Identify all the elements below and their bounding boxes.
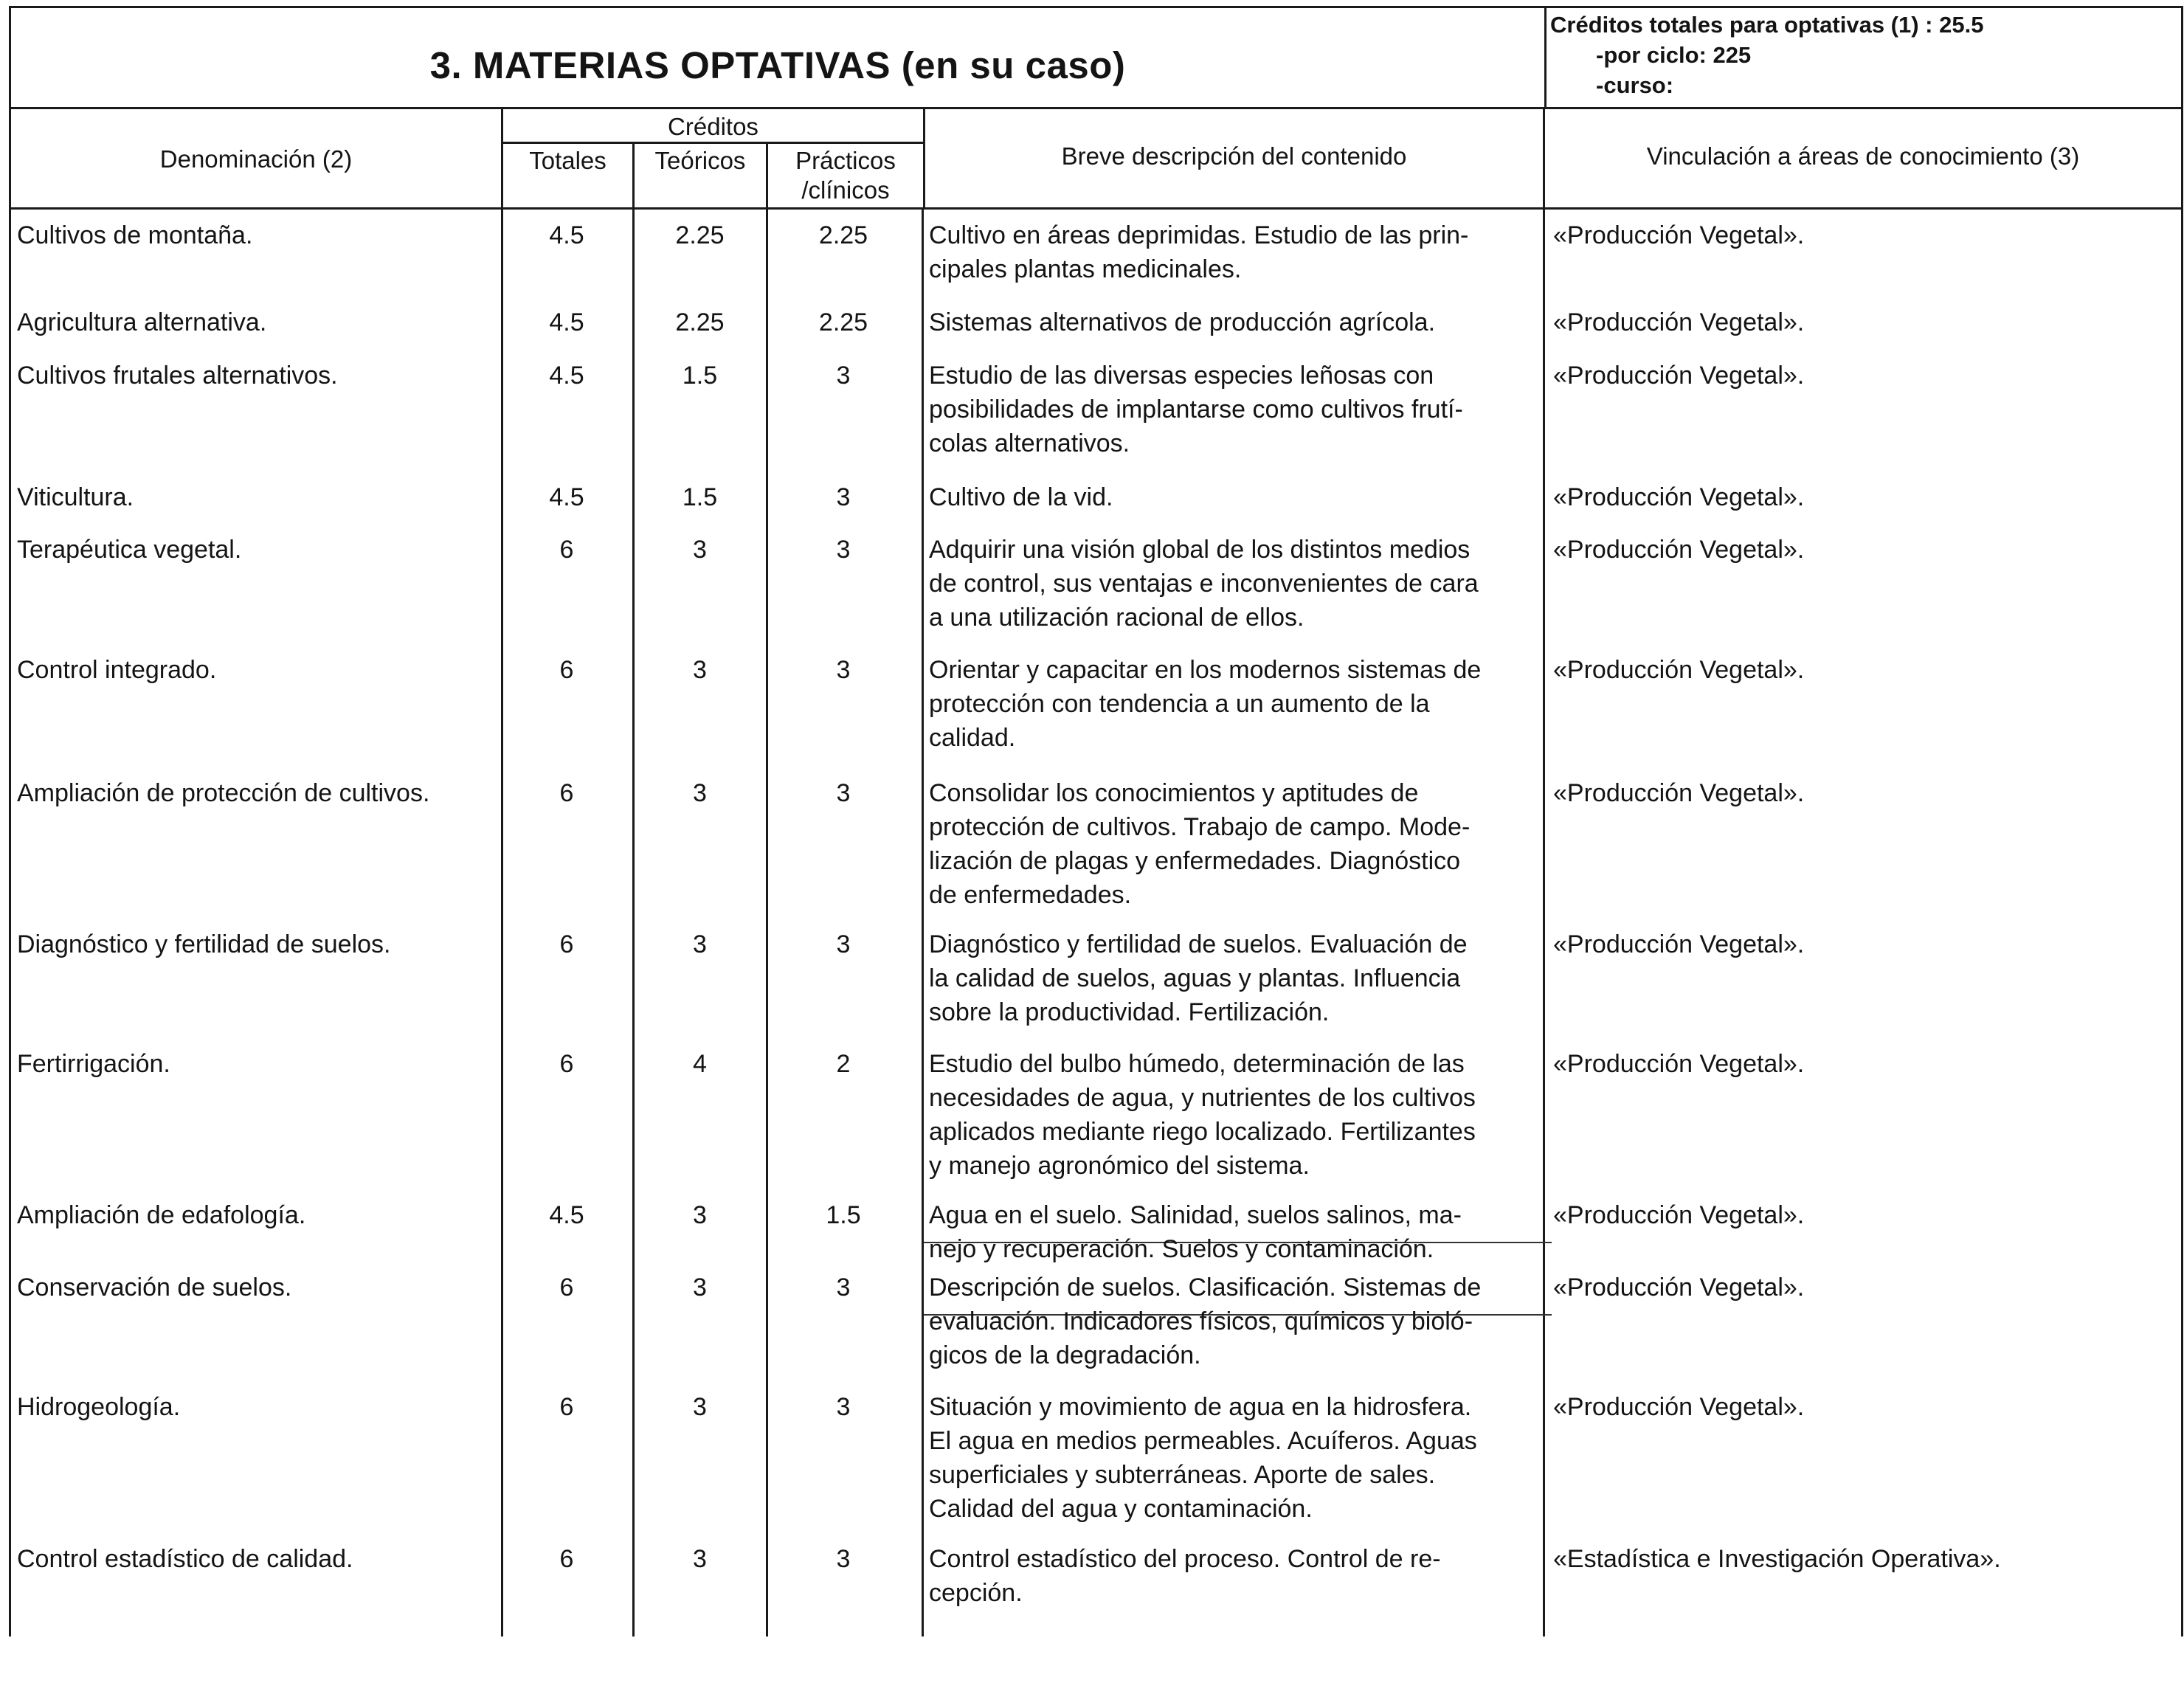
row-teoricos: 3 <box>693 930 707 958</box>
credits-course: -curso: <box>1596 72 1674 98</box>
row-teoricos: 4 <box>693 1050 707 1078</box>
row-totales: 6 <box>559 536 574 564</box>
row-description: Sistemas alternativos de producción agrícola. <box>929 308 1436 336</box>
credits-per-cycle: -por ciclo: 225 <box>1596 42 1752 68</box>
row-description: Agua en el suelo. Salinidad, suelos salinos, ma- nejo y recuperación. Suelos y contaminación. <box>929 1201 1462 1263</box>
credits-total: Créditos totales para optativas (1) : 25.5 <box>1550 12 1984 38</box>
row-area: «Producción Vegetal». <box>1553 930 1805 958</box>
page-title: 3. MATERIAS OPTATIVAS (en su caso) <box>429 44 1126 86</box>
row-teoricos: 3 <box>693 779 707 807</box>
row-totales: 4.5 <box>549 483 584 511</box>
row-description: Consolidar los conocimientos y aptitudes de protección de cultivos. Trabajo de campo. Mode- lización de plagas y enfermedades. Diagnóstico de enfermedades. <box>929 779 1471 909</box>
row-description: Diagnóstico y fertilidad de suelos. Evaluación de la calidad de suelos, aguas y plantas. Influencia sobre la productividad. Fertilización. <box>929 930 1468 1026</box>
table-body <box>9 210 2183 1636</box>
row-name: Cultivos de montaña. <box>17 221 253 249</box>
row-practicos: 2.25 <box>818 221 868 249</box>
header-teoricos: Teóricos <box>654 147 746 174</box>
row-practicos: 3 <box>836 362 851 390</box>
row-practicos: 3 <box>836 1393 851 1421</box>
row-name: Diagnóstico y fertilidad de suelos. <box>17 930 391 958</box>
row-description: Control estadístico del proceso. Control de re- cepción. <box>929 1545 1441 1607</box>
row-name: Conservación de suelos. <box>17 1273 292 1302</box>
row-practicos: 3 <box>836 1545 851 1573</box>
row-practicos: 3 <box>836 1273 851 1302</box>
row-name: Hidrogeología. <box>17 1393 181 1421</box>
row-description: Adquirir una visión global de los distintos medios de control, sus ventajas e inconvenientes de cara a una utilización racional de ellos. <box>929 536 1479 632</box>
row-practicos: 2 <box>836 1050 851 1078</box>
row-area: «Producción Vegetal». <box>1553 308 1805 336</box>
row-teoricos: 3 <box>693 656 707 684</box>
row-teoricos: 3 <box>693 1201 707 1229</box>
row-teoricos: 1.5 <box>682 362 718 390</box>
row-practicos: 3 <box>836 930 851 958</box>
row-teoricos: 2.25 <box>675 221 725 249</box>
row-area: «Producción Vegetal». <box>1553 1273 1805 1302</box>
row-totales: 6 <box>559 1393 574 1421</box>
row-totales: 6 <box>559 1050 574 1078</box>
row-practicos: 1.5 <box>826 1201 861 1229</box>
row-name: Viticultura. <box>17 483 134 511</box>
header-vinculacion: Vinculación a áreas de conocimiento (3) <box>1646 142 2080 170</box>
row-teoricos: 1.5 <box>682 483 718 511</box>
row-totales: 4.5 <box>549 308 584 336</box>
row-totales: 6 <box>559 779 574 807</box>
row-area: «Producción Vegetal». <box>1553 779 1805 807</box>
row-totales: 4.5 <box>549 362 584 390</box>
row-teoricos: 3 <box>693 1273 707 1302</box>
row-teoricos: 3 <box>693 1545 707 1573</box>
row-teoricos: 2.25 <box>675 308 725 336</box>
row-description: Orientar y capacitar en los modernos sistemas de protección con tendencia a un aumento de la calidad. <box>929 656 1482 752</box>
table-title-header <box>9 6 2183 109</box>
row-area: «Estadística e Investigación Operativa». <box>1553 1545 2001 1573</box>
row-area: «Producción Vegetal». <box>1553 483 1805 511</box>
header-totales: Totales <box>529 147 607 174</box>
column-divider <box>922 210 924 1636</box>
row-area: «Producción Vegetal». <box>1553 656 1805 684</box>
row-description: Cultivo de la vid. <box>929 483 1113 511</box>
row-name: Cultivos frutales alternativos. <box>17 362 338 390</box>
column-divider <box>632 210 635 1636</box>
header-denominacion: Denominación (2) <box>159 145 353 173</box>
column-divider <box>501 210 503 1636</box>
row-area: «Producción Vegetal». <box>1553 1201 1805 1229</box>
header-descripcion: Breve descripción del contenido <box>1061 142 1407 170</box>
row-name: Agricultura alternativa. <box>17 308 267 336</box>
row-description: Situación y movimiento de agua en la hidrosfera. El agua en medios permeables. Acuíferos. Aguas superficiales y subterráneas. Aporte de sales. Calidad del agua y contaminación. <box>929 1393 1477 1523</box>
row-area: «Producción Vegetal». <box>1553 1050 1805 1078</box>
column-divider <box>766 210 768 1636</box>
row-area: «Producción Vegetal». <box>1553 221 1805 249</box>
row-teoricos: 3 <box>693 536 707 564</box>
row-description: Cultivo en áreas deprimidas. Estudio de las prin- cipales plantas medicinales. <box>929 221 1469 283</box>
row-name: Control estadístico de calidad. <box>17 1545 353 1573</box>
row-description: Descripción de suelos. Clasificación. Sistemas de evaluación. Indicadores físicos, químicos y bioló- gicos de la degradación. <box>929 1273 1482 1369</box>
row-area: «Producción Vegetal». <box>1553 1393 1805 1421</box>
header-creditos: Créditos <box>668 113 758 140</box>
row-name: Ampliación de edafología. <box>17 1201 306 1229</box>
row-description: Estudio del bulbo húmedo, determinación de las necesidades de agua, y nutrientes de los cultivos aplicados mediante riego localizado. Fertilizantes y manejo agronómico del sistema. <box>929 1050 1476 1180</box>
creditos-divider <box>501 142 925 144</box>
column-divider <box>1543 210 1545 1636</box>
row-practicos: 3 <box>836 779 851 807</box>
row-name: Ampliación de protección de cultivos. <box>17 779 430 807</box>
row-area: «Producción Vegetal». <box>1553 536 1805 564</box>
row-name: Fertirrigación. <box>17 1050 170 1078</box>
row-description: Estudio de las diversas especies leñosas con posibilidades de implantarse como cultivos frutí- colas alternativos. <box>929 362 1463 457</box>
header-practicos: Prácticos /clínicos <box>795 147 896 204</box>
row-name: Control integrado. <box>17 656 217 684</box>
row-practicos: 3 <box>836 536 851 564</box>
document-sheet <box>9 6 2183 1636</box>
row-totales: 6 <box>559 656 574 684</box>
row-totales: 6 <box>559 1545 574 1573</box>
row-totales: 6 <box>559 930 574 958</box>
row-practicos: 3 <box>836 656 851 684</box>
title-cell <box>11 8 1547 107</box>
row-totales: 6 <box>559 1273 574 1302</box>
row-name: Terapéutica vegetal. <box>17 536 242 564</box>
column-header-row <box>9 109 2183 210</box>
credits-summary <box>1550 10 2177 100</box>
row-totales: 4.5 <box>549 1201 584 1229</box>
row-totales: 4.5 <box>549 221 584 249</box>
row-area: «Producción Vegetal». <box>1553 362 1805 390</box>
row-practicos: 2.25 <box>818 308 868 336</box>
row-practicos: 3 <box>836 483 851 511</box>
row-teoricos: 3 <box>693 1393 707 1421</box>
